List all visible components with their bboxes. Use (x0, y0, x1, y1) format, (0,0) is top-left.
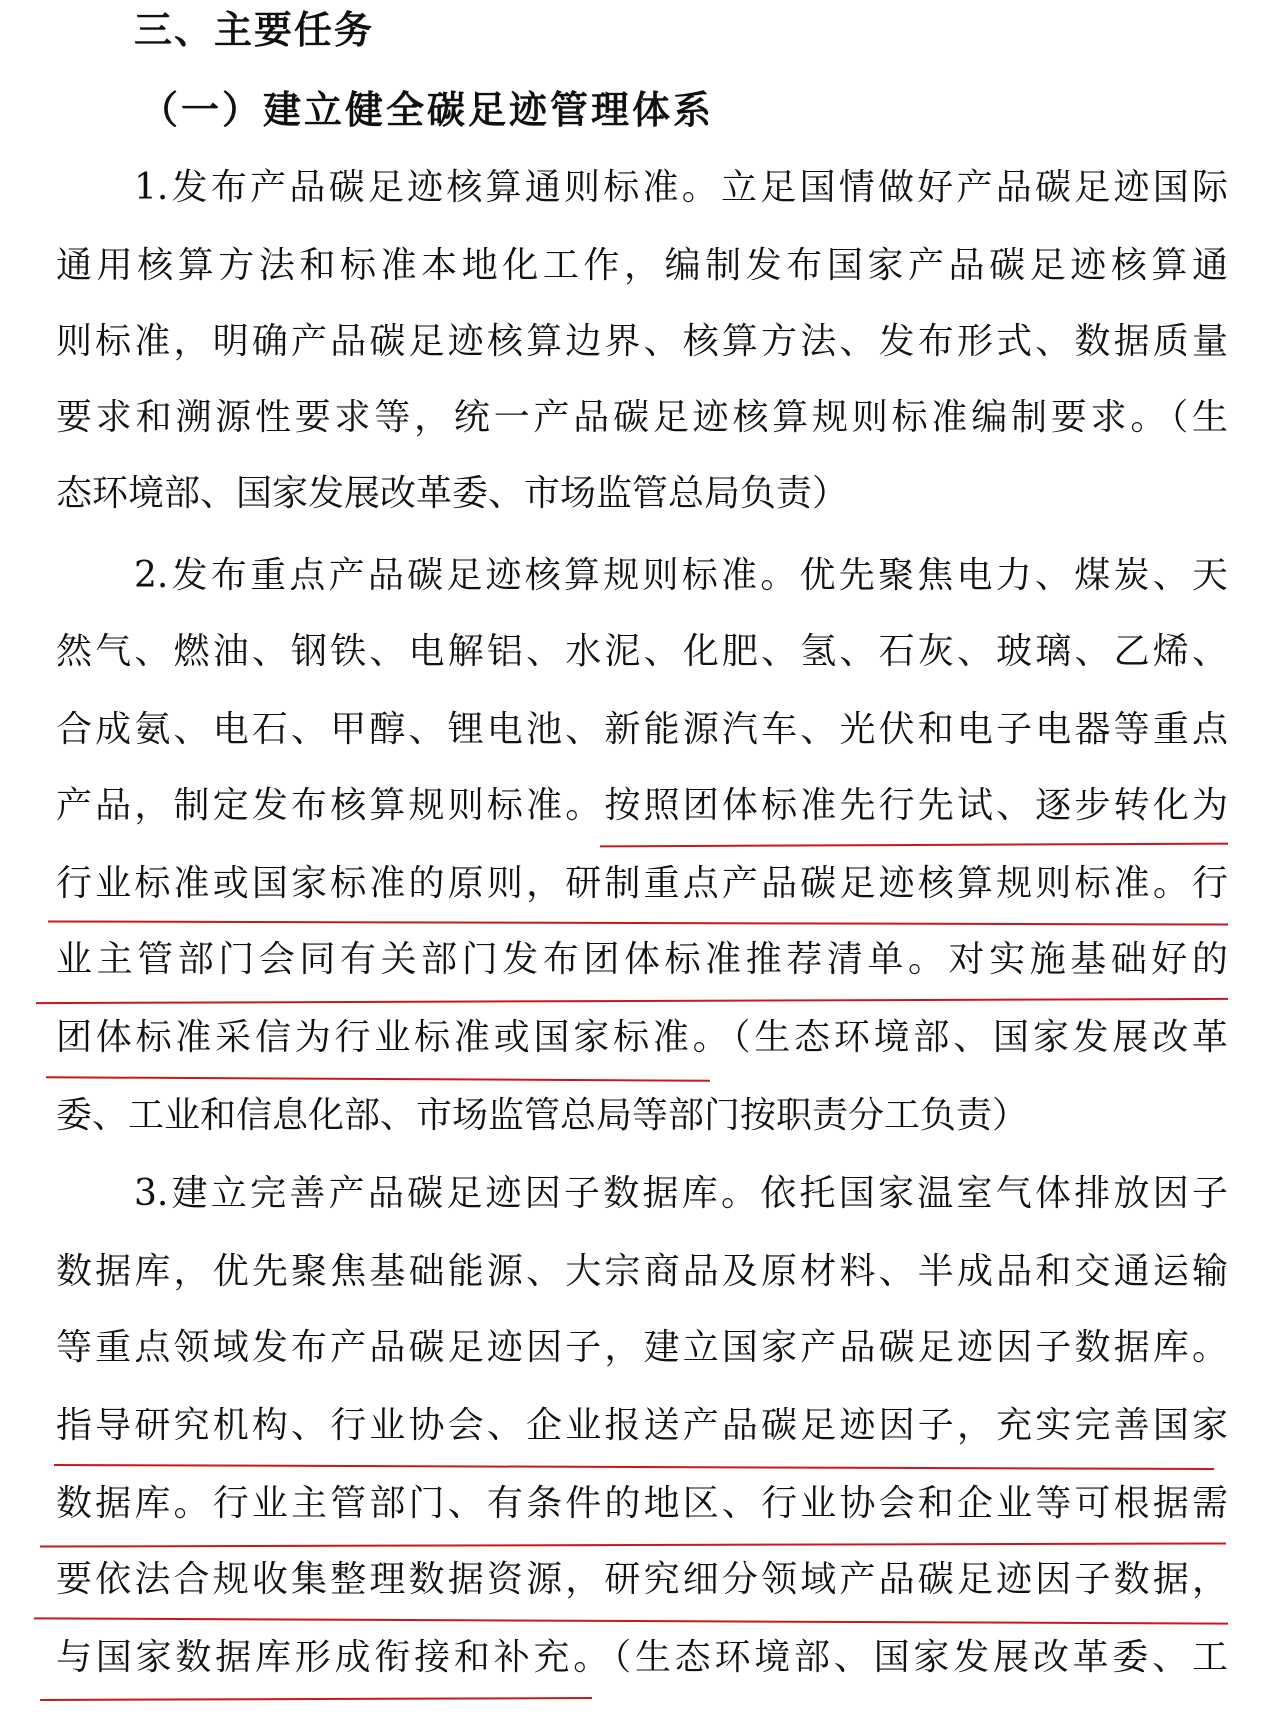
highlight-underline (46, 1076, 710, 1081)
paragraph-1-line-1: 1.发布产品碳足迹核算通则标准。立足国情做好产品碳足迹国际 (134, 167, 1228, 208)
subsection-heading: （一）建立健全碳足迹管理体系 (140, 88, 715, 132)
paragraph-1-line-5: 态环境部、国家发展改革委、市场监管总局负责） (56, 473, 849, 514)
paragraph-1-line-4: 要求和溯源性要求等，统一产品碳足迹核算规则标准编制要求。（生 (56, 397, 1228, 438)
paragraph-2-line-4: 产品，制定发布核算规则标准。按照团体标准先行先试、逐步转化为 (56, 785, 1228, 826)
paragraph-2-line-8: 委、工业和信息化部、市场监管总局等部门按职责分工负责） (56, 1095, 1029, 1136)
paragraph-2-line-2: 然气、燃油、钢铁、电解铝、水泥、化肥、氢、石灰、玻璃、乙烯、 (56, 631, 1228, 672)
paragraph-3-line-3: 等重点领域发布产品碳足迹因子，建立国家产品碳足迹因子数据库。 (56, 1327, 1228, 1368)
paragraph-3-line-2: 数据库，优先聚焦基础能源、大宗商品及原材料、半成品和交通运输 (56, 1251, 1228, 1292)
paragraph-3-line-1: 3.建立完善产品碳足迹因子数据库。依托国家温室气体排放因子 (134, 1173, 1228, 1214)
paragraph-3-line-7: 与国家数据库形成衔接和补充。（生态环境部、国家发展改革委、工 (56, 1637, 1228, 1678)
paragraph-2-line-5: 行业标准或国家标准的原则，研制重点产品碳足迹核算规则标准。行 (56, 863, 1228, 904)
paragraph-3-line-5: 数据库。行业主管部门、有条件的地区、行业协会和企业等可根据需 (56, 1483, 1228, 1524)
highlight-underline (40, 1697, 592, 1701)
paragraph-2-line-1: 2.发布重点产品碳足迹核算规则标准。优先聚焦电力、煤炭、天 (134, 555, 1228, 596)
paragraph-2-line-3: 合成氨、电石、甲醇、锂电池、新能源汽车、光伏和电子电器等重点 (56, 709, 1228, 750)
paragraph-1-line-3: 则标准，明确产品碳足迹核算边界、核算方法、发布形式、数据质量 (56, 321, 1228, 362)
paragraph-3-line-6: 要依法合规收集整理数据资源，研究细分领域产品碳足迹因子数据， (56, 1559, 1228, 1600)
paragraph-2-line-6: 业主管部门会同有关部门发布团体标准推荐清单。对实施基础好的 (56, 939, 1228, 980)
highlight-underline (40, 1542, 1226, 1547)
highlight-underline (36, 998, 1228, 1004)
paragraph-1-line-2: 通用核算方法和标准本地化工作，编制发布国家产品碳足迹核算通 (56, 245, 1228, 286)
section-heading: 三、主要任务 (134, 8, 375, 52)
paragraph-3-line-4: 指导研究机构、行业协会、企业报送产品碳足迹因子，充实完善国家 (56, 1405, 1228, 1446)
highlight-underline (600, 843, 1228, 848)
highlight-underline (48, 920, 1228, 925)
highlight-underline (54, 1464, 1214, 1470)
highlight-underline (34, 1617, 1228, 1624)
paragraph-2-line-7: 团体标准采信为行业标准或国家标准。（生态环境部、国家发展改革 (56, 1017, 1228, 1058)
